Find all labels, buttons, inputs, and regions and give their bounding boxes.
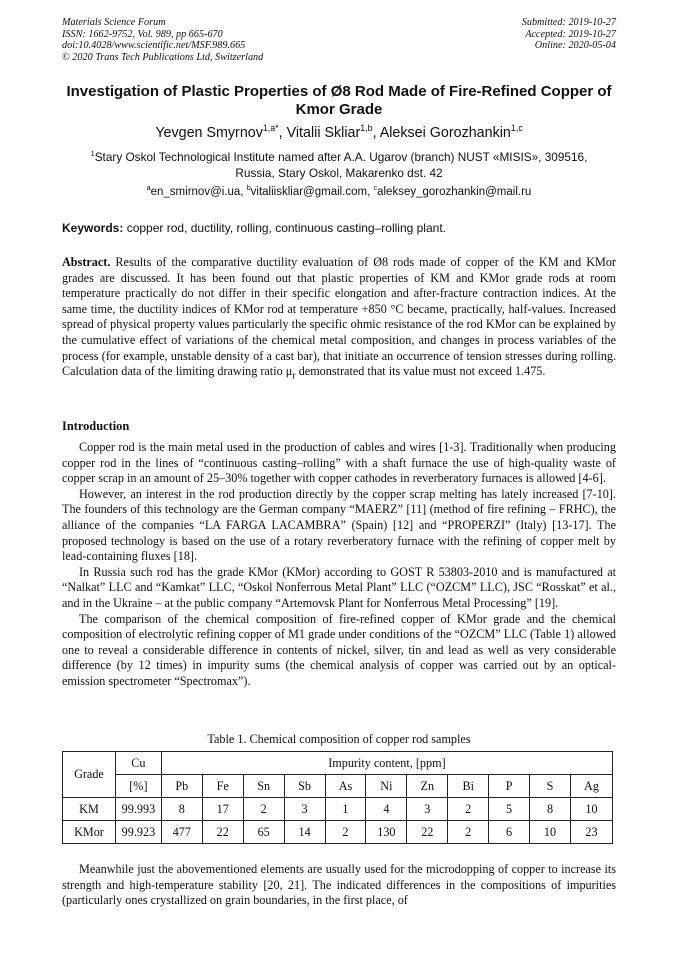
- element-header: Sn: [243, 775, 284, 798]
- table-subheader-row: [63, 775, 613, 798]
- author-name: Yevgen Smyrnov: [155, 125, 263, 141]
- cu-cell: 99.923: [115, 821, 161, 844]
- value-cell: 10: [530, 821, 571, 844]
- paragraph: The comparison of the chemical composition of fire-refined copper of KMor grade and the chemical composition of electrolytic refining copper of M1 grade under conditions of the “OZCM” LLC (Table 1) allowed one to reveal a considerable difference in contents of nickel, silver, tin and lead as well as very considerable difference (by 12 times) in impurity sums (the chemical analysis of copper was carried out by an optical-emission spectrometer “Spectromax”).: [62, 611, 616, 688]
- cu-unit: [%]: [115, 775, 161, 798]
- paragraph: In Russia such rod has the grade KMor (KMor) according to GOST R 53803-2010 and is manufactured at “Nalkat” LLC and “Kamkat” LLC, “Oskol Nonferrous Metal Plant” LLC (“OZCM” LLC), JSC “Rosskat” et al., and in the Ukraine – at the public company “Artemovsk Plant for Nonferrous Metal Processing” [19].: [62, 564, 616, 610]
- element-header: Bi: [448, 775, 489, 798]
- table-row: [63, 821, 613, 844]
- abstract-subscript: r: [292, 370, 296, 382]
- email: en_smirnov@i.ua,: [150, 186, 247, 198]
- grade-cell: KM: [63, 798, 116, 821]
- value-cell: 477: [161, 821, 202, 844]
- value-cell: 4: [366, 798, 407, 821]
- author-affil-mark: 1,a*: [262, 123, 279, 134]
- email-mark: c: [373, 184, 378, 193]
- value-cell: 8: [161, 798, 202, 821]
- author-affil-mark: 1,b: [360, 123, 373, 134]
- element-header: Sb: [284, 775, 325, 798]
- copyright-line: © 2020 Trans Tech Publications Ltd, Switzerland: [62, 51, 264, 63]
- keywords-label: Keywords:: [62, 221, 124, 235]
- affil-line-1: Stary Oskol Technological Institute named after A.A. Ugarov (branch) NUST «MISIS», 309516,: [94, 150, 588, 164]
- value-cell: 2: [448, 821, 489, 844]
- affil-mark: 1: [90, 149, 95, 159]
- value-cell: 6: [489, 821, 530, 844]
- abstract-text: Results of the comparative ductility evaluation of Ø8 rods made of copper of the KM and KMor grades are discussed. It has been found out that plastic properties of KM and KMor grade rods at room temperature practically do not differ in their specific elongation and after-fracture contraction indices. At the same time, the ductility indices of KMor rod at temperature +850 °C became, practically, half-values. Increased spread of physical property values particularly the specific ohmic resistance of the rod KMor can be explained by the cumulative effect of variations of the chemical metal composition, and changes in process variables of the process (for example, unstable density of a cast bar), that initiate an occurrence of tension stresses during rolling. Calculation data of the limiting drawing ratio μ: [62, 255, 616, 379]
- paragraph: Copper rod is the main metal used in the production of cables and wires [1-3]. Traditionally when producing copper rod in the lines of “continuous casting–rolling” with a shaft furnace the use of high-quality waste of copper scrap in an amount of 25–30% together with copper cathodes in reverberatory furnaces is allowed [4-6].: [62, 440, 616, 486]
- keywords-text: copper rod, ductility, rolling, continuous casting–rolling plant.: [123, 221, 446, 235]
- grade-cell: KMor: [63, 821, 116, 844]
- value-cell: 3: [284, 798, 325, 821]
- value-cell: 17: [202, 798, 243, 821]
- author-affil-mark: 1,c: [510, 123, 523, 134]
- value-cell: 5: [489, 798, 530, 821]
- author-separator: ,: [372, 125, 380, 141]
- email: aleksey_gorozhankin@mail.ru: [377, 186, 532, 198]
- table-row: [63, 798, 613, 821]
- abstract-tail: demonstrated that its value must not exceed 1.475.: [295, 364, 546, 379]
- value-cell: 130: [366, 821, 407, 844]
- value-cell: 23: [570, 821, 612, 844]
- abstract: [62, 255, 616, 384]
- doi-line: doi:10.4028/www.scientific.net/MSF.989.665: [62, 40, 246, 52]
- element-header: Pb: [161, 775, 202, 798]
- journal-meta: [62, 17, 263, 63]
- value-cell: 14: [284, 821, 325, 844]
- author-list: [62, 125, 616, 141]
- value-cell: 2: [243, 798, 284, 821]
- element-header: Fe: [202, 775, 243, 798]
- author-name: Vitalii Skliar: [286, 125, 361, 141]
- introduction-heading: Introduction: [62, 419, 130, 433]
- email-mark: a: [146, 184, 151, 193]
- email-mark: b: [246, 184, 251, 193]
- paragraph: Meanwhile just the abovementioned elements are usually used for the microdopping of copper to increase its strength and high-temperature stability [20, 21]. The indicated differences in the compositions of impurities (particularly ones crystallized on grain boundaries, in the first place, of: [62, 862, 616, 908]
- accepted-date: Accepted: 2019-10-27: [525, 28, 616, 40]
- email-list: [62, 185, 616, 199]
- email: vitaliiskliar@gmail.com,: [250, 186, 374, 198]
- element-header: Ni: [366, 775, 407, 798]
- online-date: Online: 2020-05-04: [534, 40, 616, 52]
- issn-line: ISSN: 1662-9752, Vol. 989, pp 665-670: [62, 28, 223, 40]
- element-header: S: [530, 775, 571, 798]
- affiliation: [62, 150, 616, 181]
- affil-line-2: Russia, Stary Oskol, Makarenko dst. 42: [235, 165, 443, 180]
- element-header: P: [489, 775, 530, 798]
- paper-title: Investigation of Plastic Properties of Ø8 Rod Made of Fire-Refined Copper of Kmor Grade: [66, 83, 612, 118]
- grade-header: Grade: [63, 752, 116, 798]
- dates-meta: [522, 17, 616, 52]
- post-table-text: [62, 862, 616, 909]
- value-cell: 10: [570, 798, 612, 821]
- cu-cell: 99.993: [115, 798, 161, 821]
- element-header: Ag: [570, 775, 612, 798]
- abstract-label: Abstract.: [62, 255, 111, 269]
- submitted-date: Submitted: 2019-10-27: [521, 17, 616, 28]
- value-cell: 2: [448, 798, 489, 821]
- keywords: [62, 221, 616, 235]
- paragraph: However, an interest in the rod production directly by the copper scrap melting has lately increased [7-10]. The founders of this technology are the German company “MAERZ” [11] (method of fire refining – FRHC), the alliance of the companies “LA FARGA LACAMBRA” (Spain) [12] and “PROPERZI” (Italy) [13-17]. The proposed technology is based on the use of a rotary reverberatory furnace with the refining of copper melt by lead-containing fluxes [18].: [62, 486, 616, 564]
- value-cell: 8: [530, 798, 571, 821]
- value-cell: 1: [325, 798, 366, 821]
- impurity-header: Impurity content, [ppm]: [161, 752, 612, 775]
- table-header-row: [63, 752, 613, 775]
- value-cell: 2: [325, 821, 366, 844]
- value-cell: 22: [202, 821, 243, 844]
- chemical-composition-table: [62, 751, 613, 844]
- table-caption: Table 1. Chemical composition of copper rod samples: [207, 732, 471, 746]
- value-cell: 22: [407, 821, 448, 844]
- cu-header: Cu: [115, 752, 161, 775]
- value-cell: 3: [407, 798, 448, 821]
- author-separator: ,: [278, 125, 287, 141]
- author-name: Aleksei Gorozhankin: [379, 125, 511, 141]
- element-header: As: [325, 775, 366, 798]
- value-cell: 65: [243, 821, 284, 844]
- journal-name: Materials Science Forum: [62, 17, 166, 28]
- introduction-body: [62, 440, 616, 690]
- element-header: Zn: [407, 775, 448, 798]
